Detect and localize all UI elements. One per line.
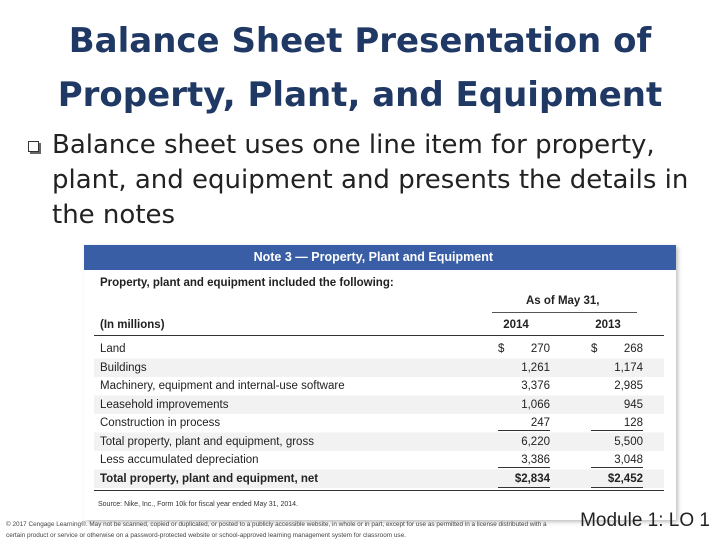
divider xyxy=(94,335,664,336)
year-header-2014: 2014 xyxy=(503,319,529,331)
value-2014: 270 xyxy=(530,343,550,355)
source-note: Source: Nike, Inc., Form 10k for fiscal year ended May 31, 2014. xyxy=(98,501,298,508)
currency-symbol: $ xyxy=(591,343,598,355)
value-2014: 3,386 xyxy=(521,454,550,466)
row-label: Buildings xyxy=(100,361,147,374)
row-label: Machinery, equipment and internal-use software xyxy=(100,380,345,392)
as-of-label: As of May 31, xyxy=(526,295,600,307)
copyright-notice: © 2017 Cengage Learning®. May not be scanned, copied or duplicated, or posted to a publicly accessible website, in whole or in part, except for use as permitted in a license distributed with a certain product or service or otherwise on a password-protected website or school-approved learning management system for classroom use. xyxy=(6,521,547,539)
value-2013: 5,500 xyxy=(614,435,643,448)
value-2013: 1,174 xyxy=(614,361,643,374)
table-row xyxy=(100,414,664,433)
row-label: Less accumulated depreciation xyxy=(100,454,259,466)
currency-symbol: $ xyxy=(498,343,505,355)
row-label: Land xyxy=(100,343,126,355)
slide-title xyxy=(0,14,720,122)
row-label: Total property, plant and equipment, gross xyxy=(100,435,314,448)
divider xyxy=(492,312,637,313)
slide-title-line1: Balance Sheet Presentation of xyxy=(68,21,652,61)
table-row xyxy=(100,396,664,415)
subtotal-rule xyxy=(498,430,550,431)
square-bullet-icon xyxy=(28,141,39,152)
value-2014: 1,066 xyxy=(521,398,550,411)
table-row xyxy=(100,451,664,470)
note-header: Note 3 — Property, Plant and Equipment xyxy=(84,245,676,270)
bullet-text: Balance sheet uses one line item for property, plant, and equipment and presents the details in the notes xyxy=(52,130,689,230)
divider xyxy=(94,490,664,491)
value-2013: 2,985 xyxy=(614,380,643,392)
slide-title-line2: Property, Plant, and Equipment xyxy=(57,75,663,115)
subtotal-rule xyxy=(591,467,643,468)
year-header-2013: 2013 xyxy=(595,319,621,331)
units-label: (In millions) xyxy=(100,319,165,331)
value-2013: $2,452 xyxy=(607,472,643,485)
table-row xyxy=(100,377,664,396)
value-2014: $2,834 xyxy=(514,472,550,485)
value-2013: 268 xyxy=(623,343,643,355)
module-label: Module 1: LO 1 xyxy=(580,510,710,531)
value-2014: 3,376 xyxy=(521,380,550,392)
note-intro: Property, plant and equipment included the following: xyxy=(100,277,394,289)
value-2013: 128 xyxy=(623,417,643,429)
subtotal-rule xyxy=(591,430,643,431)
note-table-image xyxy=(84,245,676,520)
table-row xyxy=(100,340,664,359)
table-row xyxy=(100,433,664,452)
subtotal-rule xyxy=(498,467,550,468)
table-row xyxy=(100,359,664,378)
value-2013: 3,048 xyxy=(614,454,643,466)
value-2013: 945 xyxy=(623,398,643,411)
row-label: Leasehold improvements xyxy=(100,398,229,411)
value-2014: 1,261 xyxy=(521,361,550,374)
value-2014: 247 xyxy=(530,417,550,429)
row-label: Construction in process xyxy=(100,417,221,429)
table-row-total xyxy=(100,470,664,489)
value-2014: 6,220 xyxy=(521,435,550,448)
row-label: Total property, plant and equipment, net xyxy=(100,472,319,485)
